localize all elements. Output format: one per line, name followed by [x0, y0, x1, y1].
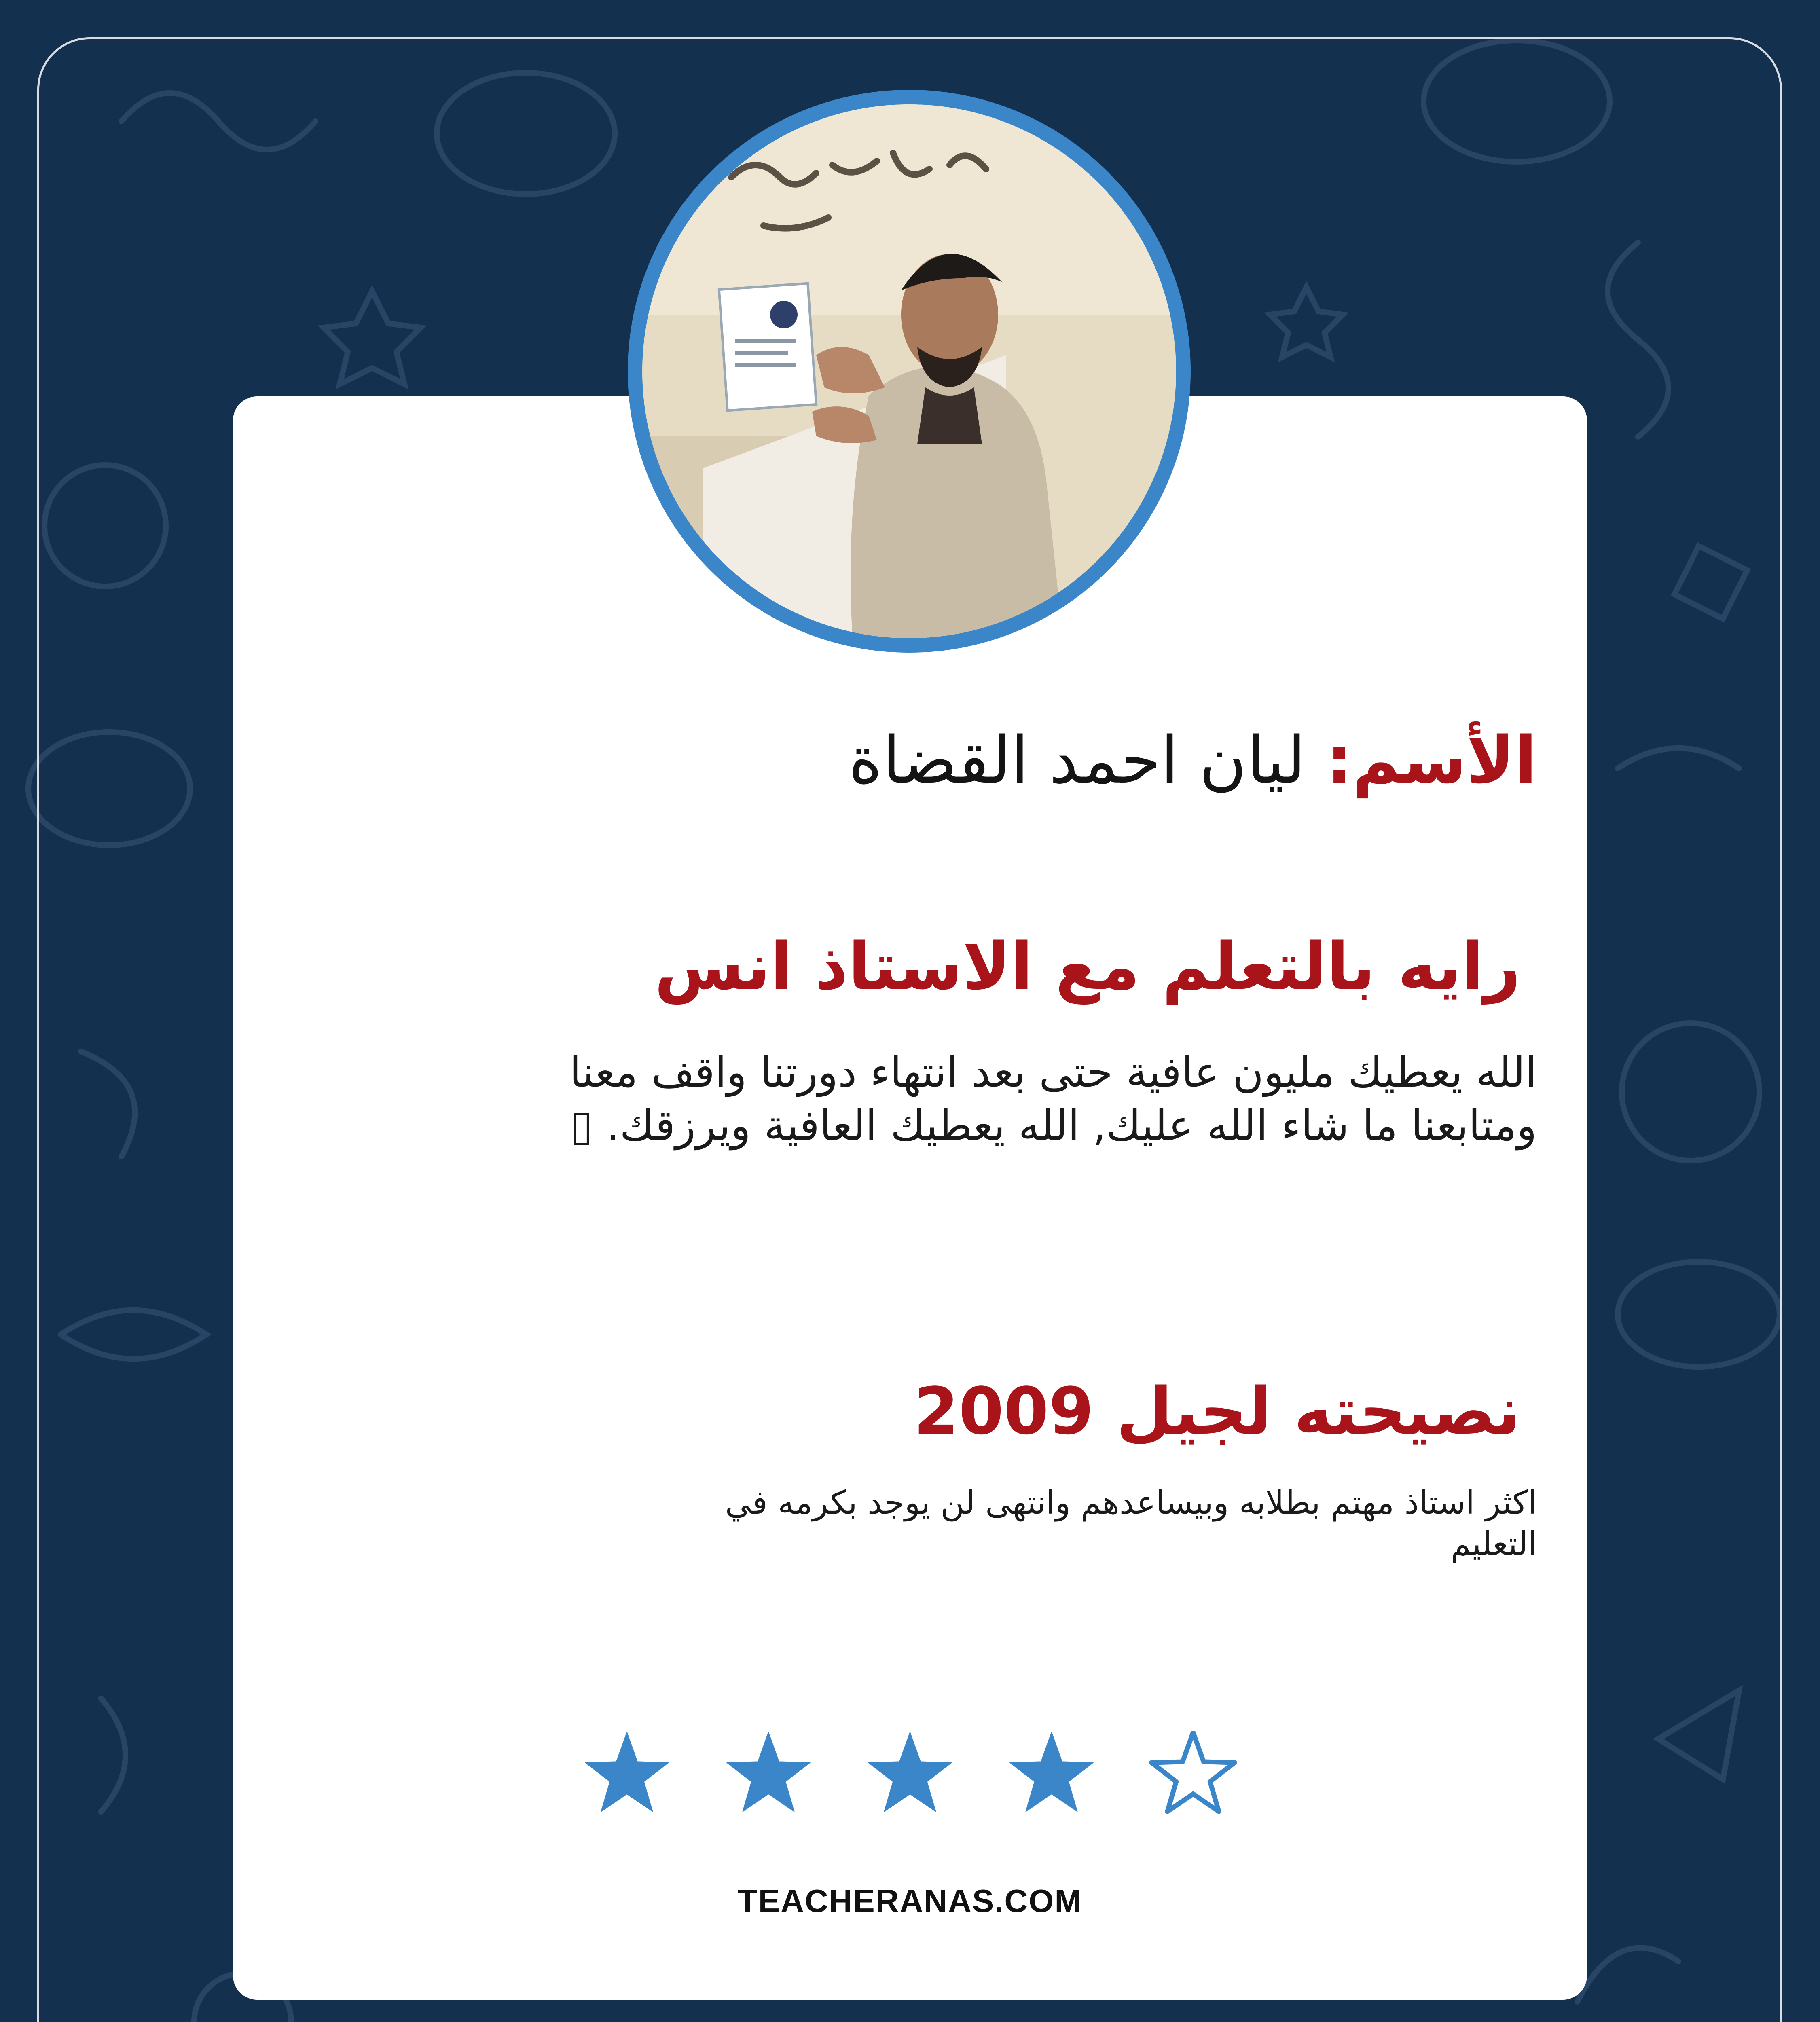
student-photo-illustration — [642, 104, 1176, 638]
star-filled-icon — [585, 1732, 668, 1811]
advice-line: التعليم — [1450, 1525, 1537, 1563]
star-filled-icon — [868, 1732, 951, 1811]
star-filled-icon — [727, 1732, 810, 1811]
advice-title: نصيحته لجيل 2009 — [914, 1373, 1521, 1449]
name-label: الأسم: — [1326, 722, 1537, 798]
opinion-line: ومتابعنا ما شاء الله عليك, الله يعطيك العافية ويرزقك. ▯ — [569, 1101, 1537, 1150]
advice-line: اكثر استاذ مهتم بطلابه وبيساعدهم وانتهى لن يوجد بكرمه في — [725, 1484, 1537, 1521]
student-photo — [628, 90, 1191, 653]
opinion-title: رايه بالتعلم مع الاستاذ انس — [654, 929, 1521, 1004]
star-rating — [582, 1731, 1246, 1820]
star-outline-icon — [1151, 1732, 1234, 1811]
star-filled-icon — [1010, 1732, 1093, 1811]
student-name: ليان احمد القضاة — [849, 722, 1306, 798]
opinion-line: الله يعطيك مليون عافية حتى بعد انتهاء دورتنا واقف معنا — [569, 1047, 1537, 1097]
opinion-text — [404, 1045, 1537, 1152]
website-url: TEACHERANAS.COM — [737, 1883, 1083, 1919]
advice-text — [469, 1482, 1537, 1565]
student-name-line — [485, 716, 1537, 805]
